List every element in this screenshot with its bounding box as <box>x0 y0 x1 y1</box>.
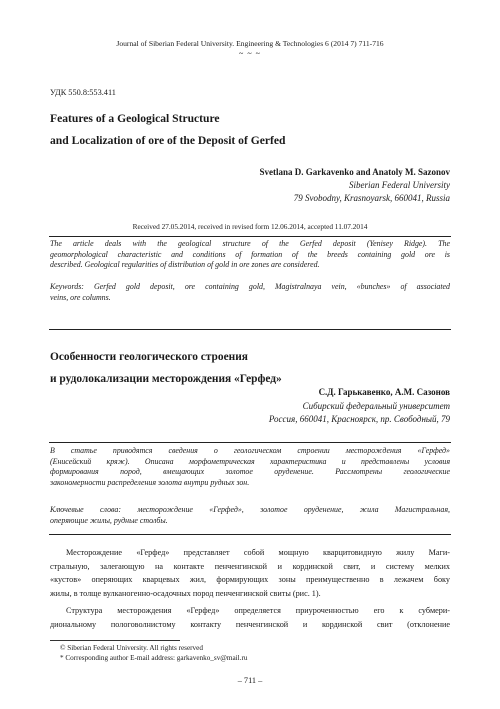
body-line: диональному пологоволнистому контакту пенченгинской и кординской свит (отклонение <box>50 619 450 629</box>
received-dates: Received 27.05.2014, received in revised form 12.06.2014, accepted 11.07.2014 <box>132 222 368 231</box>
header-ornament: ~ ~ ~ <box>239 49 261 58</box>
authors-ru <box>269 386 450 427</box>
body-line: Структура месторождения «Герфед» определяется приуроченностью его к субмери- <box>66 606 450 615</box>
body-line: Месторождение «Герфед» представляет собой мощную кварцитовидную жилу Маги- <box>66 548 450 557</box>
body-line: жилы, в толще вулканогенно-осадочных пород пенченгинской свиты (рис. 1). <box>50 588 321 598</box>
body-line: «кустов» оперяющих кварцевых жил, формирующих зоны преимущественно в лежачем боку <box>50 575 450 584</box>
address-ru: Россия, 660041, Красноярск, пр. Свободный, 79 <box>268 414 450 424</box>
abstract-ru-line: формирования пород, вмещающих золотое оруденение. Рассмотрены геологические <box>50 467 450 476</box>
author-names-ru: С.Д. Гарькавенко, А.М. Сазонов <box>318 387 450 397</box>
journal-header: Journal of Siberian Federal University. Engineering & Technologies 6 (2014 7) 711-716 <box>116 39 384 48</box>
title-ru-line-2: и рудолокализации месторождения «Герфед» <box>50 373 282 385</box>
abstract-ru-line: (Енисейский кряж). Описана морфометрическая характеристика и представлены условия <box>50 456 450 466</box>
abstract-en <box>50 239 450 271</box>
abstract-ru-line: В статье приводятся сведения о геологическом строении месторождения «Герфед» <box>50 446 450 455</box>
body-paragraph-1 <box>50 546 450 600</box>
abstract-en-line: described. Geological regularities of distribution of gold in ore zones are considered. <box>50 260 320 269</box>
footnote-divider <box>50 640 180 641</box>
keywords-ru <box>50 505 450 526</box>
abstract-ru-line: закономерности распределения золота внутри рудных зон. <box>50 477 250 487</box>
abstract-en-line: geomorphological characteristic and conditions of formation of the breeds containing gold ore is <box>50 249 450 259</box>
body-line: стральную, залегающую на контакте пенченгинской и кординской свит, и систему мелких <box>50 561 450 571</box>
keywords-en-line: veins, ore columns. <box>50 292 111 302</box>
abstract-en-line: The article deals with the geological structure of the Gerfed deposit (Yenisey Ridge). The <box>50 239 450 248</box>
keywords-en <box>50 282 450 303</box>
authors-en <box>259 166 450 205</box>
abstract-ru <box>50 446 450 488</box>
title-ru <box>50 346 282 390</box>
keywords-ru-line: оперяющие жилы, рудные столбы. <box>50 515 168 525</box>
title-en-line-2: and Localization of ore of the Deposit of Gerfed <box>50 134 286 147</box>
title-ru-line-1: Особенности геологического строения <box>50 351 248 363</box>
keywords-ru-line: Ключевые слова: месторождение «Герфед», золотое оруденение, жила Магистральная, <box>50 505 450 514</box>
affiliation-en: Siberian Federal University <box>349 180 450 190</box>
affiliation-ru: Сибирский федеральный университет <box>302 400 450 411</box>
title-en <box>50 108 286 152</box>
title-en-line-1: Features of a Geological Structure <box>50 112 220 125</box>
keywords-en-line: Keywords: Gerfed gold deposit, ore containing gold, Magistralnaya vein, «bunches» of associated <box>50 282 450 291</box>
page-number: – 711 – <box>237 676 263 685</box>
copyright-footnote: © Siberian Federal University. All rights reserved <box>60 644 203 652</box>
author-names-en: Svetlana D. Garkavenko and Anatoly M. Sazonov <box>259 167 450 177</box>
address-en: 79 Svobodny, Krasnoyarsk, 660041, Russia <box>293 193 450 203</box>
corresponding-author-footnote: * Corresponding author E-mail address: garkavenko_sv@mail.ru <box>60 654 248 662</box>
udk-code: УДК 550.8:553.411 <box>50 88 116 97</box>
body-paragraph-2 <box>50 604 450 631</box>
